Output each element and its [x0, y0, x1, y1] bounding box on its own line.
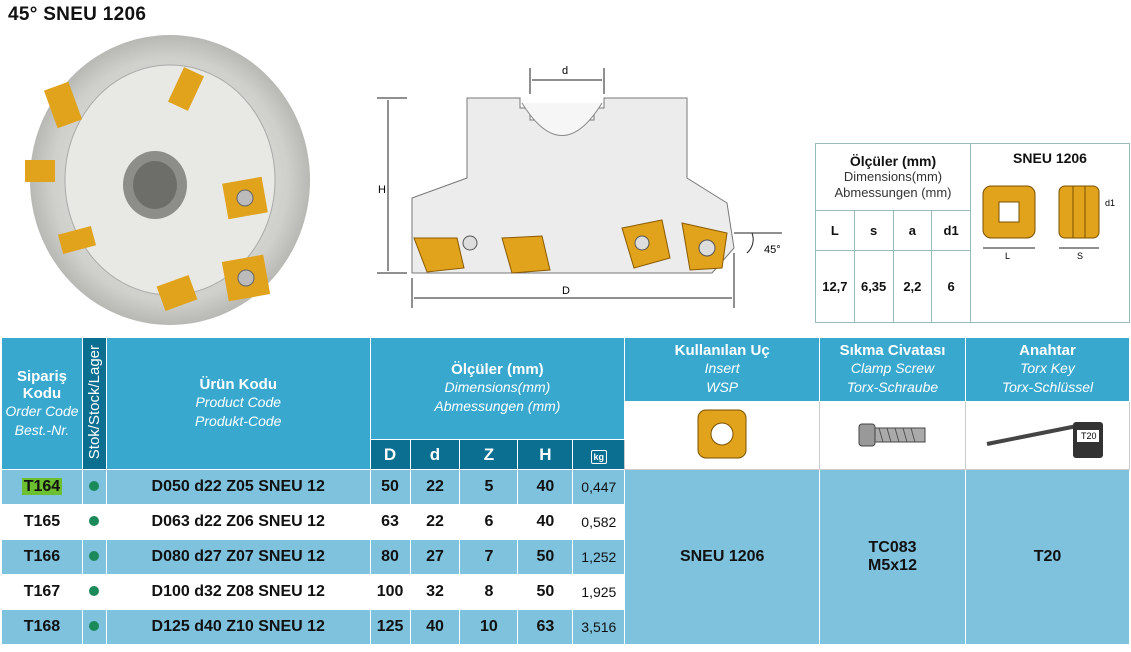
order-code-cell: T166 — [2, 540, 83, 575]
cell-weight: 1,925 — [573, 575, 625, 610]
cell-H: 40 — [518, 470, 573, 505]
cell-weight: 3,516 — [573, 610, 625, 645]
spec-col-s: s — [854, 211, 893, 251]
spec-val-a: 2,2 — [893, 251, 932, 323]
product-table — [1, 337, 1130, 645]
stock-dot — [82, 610, 106, 645]
technical-drawing — [372, 58, 792, 320]
dim-angle-label: 45° — [764, 244, 781, 256]
spec-val-L: 12,7 — [816, 251, 855, 323]
header-clamp-screw: Sıkma Civatası Clamp Screw Torx-Schraube — [820, 338, 966, 402]
cell-d: 22 — [410, 470, 460, 505]
header-col-d: d — [410, 440, 460, 470]
spec-title-en: Dimensions(mm) — [843, 169, 943, 184]
spec-col-a: a — [893, 211, 932, 251]
header-dimensions: Ölçüler (mm) Dimensions(mm) Abmessungen (mm) — [370, 338, 625, 440]
cell-D: 100 — [370, 575, 410, 610]
cell-d: 40 — [410, 610, 460, 645]
header-col-Z: Z — [460, 440, 518, 470]
cell-D: 50 — [370, 470, 410, 505]
cell-H: 40 — [518, 505, 573, 540]
cell-D: 80 — [370, 540, 410, 575]
order-code-cell: T168 — [2, 610, 83, 645]
page-title: 45° SNEU 1206 — [8, 4, 147, 25]
stock-dot — [82, 470, 106, 505]
key-value: T20 — [965, 470, 1129, 645]
cell-D: 125 — [370, 610, 410, 645]
product-code-cell: D125 d40 Z10 SNEU 12 — [106, 610, 370, 645]
product-code-cell: D100 d32 Z08 SNEU 12 — [106, 575, 370, 610]
header-order-code: Sipariş Kodu Order Code Best.-Nr. — [2, 338, 83, 470]
cell-Z: 10 — [460, 610, 518, 645]
milling-cutter-photo — [20, 30, 320, 330]
cell-Z: 8 — [460, 575, 518, 610]
spec-val-d1: 6 — [932, 251, 971, 323]
fig-S-label: S — [1077, 251, 1084, 261]
cell-weight: 1,252 — [573, 540, 625, 575]
spec-val-s: 6,35 — [854, 251, 893, 323]
cell-d: 32 — [410, 575, 460, 610]
table-row — [2, 470, 1130, 505]
clamp-screw-image — [820, 402, 966, 470]
dim-d-label: d — [562, 65, 569, 77]
header-key: Anahtar Torx Key Torx-Schlüssel — [965, 338, 1129, 402]
product-code-cell: D050 d22 Z05 SNEU 12 — [106, 470, 370, 505]
product-code-cell: D080 d27 Z07 SNEU 12 — [106, 540, 370, 575]
insert-image — [625, 402, 820, 470]
svg-text:T20: T20 — [1081, 431, 1097, 441]
dim-D-label: D — [562, 285, 570, 297]
spec-title-tr: Ölçüler (mm) — [849, 153, 937, 169]
header-stock: Stok/Stock/Lager — [82, 338, 106, 470]
clamp-screw-value: TC083 M5x12 — [820, 470, 966, 645]
order-code-cell: T167 — [2, 575, 83, 610]
fig-L-label: L — [1005, 251, 1011, 261]
header-insert: Kullanılan Uç Insert WSP — [625, 338, 820, 402]
spec-col-L: L — [816, 211, 855, 251]
header-col-D: D — [370, 440, 410, 470]
weight-icon: kg — [573, 440, 625, 470]
cell-H: 63 — [518, 610, 573, 645]
cell-Z: 6 — [460, 505, 518, 540]
product-code-cell: D063 d22 Z06 SNEU 12 — [106, 505, 370, 540]
cell-H: 50 — [518, 575, 573, 610]
insert-figure — [975, 166, 1125, 266]
stock-dot — [82, 575, 106, 610]
order-code-cell: T164 — [2, 470, 83, 505]
cell-Z: 5 — [460, 470, 518, 505]
cell-d: 22 — [410, 505, 460, 540]
spec-title-de: Abmessungen (mm) — [834, 185, 952, 200]
insert-value: SNEU 1206 — [625, 470, 820, 645]
torx-key-image — [965, 402, 1129, 470]
dim-H-label: H — [378, 184, 386, 196]
order-code-cell: T165 — [2, 505, 83, 540]
header-product-code: Ürün Kodu Product Code Produkt-Code — [106, 338, 370, 470]
spec-insert-name: SNEU 1206 — [1013, 150, 1087, 166]
cell-H: 50 — [518, 540, 573, 575]
cell-d: 27 — [410, 540, 460, 575]
header-col-H: H — [518, 440, 573, 470]
cell-D: 63 — [370, 505, 410, 540]
spec-col-d1: d1 — [932, 211, 971, 251]
insert-spec-table — [815, 143, 1130, 323]
cell-weight: 0,447 — [573, 470, 625, 505]
fig-d1-label: d1 — [1105, 198, 1116, 208]
cell-Z: 7 — [460, 540, 518, 575]
stock-dot — [82, 505, 106, 540]
stock-dot — [82, 540, 106, 575]
cell-weight: 0,582 — [573, 505, 625, 540]
